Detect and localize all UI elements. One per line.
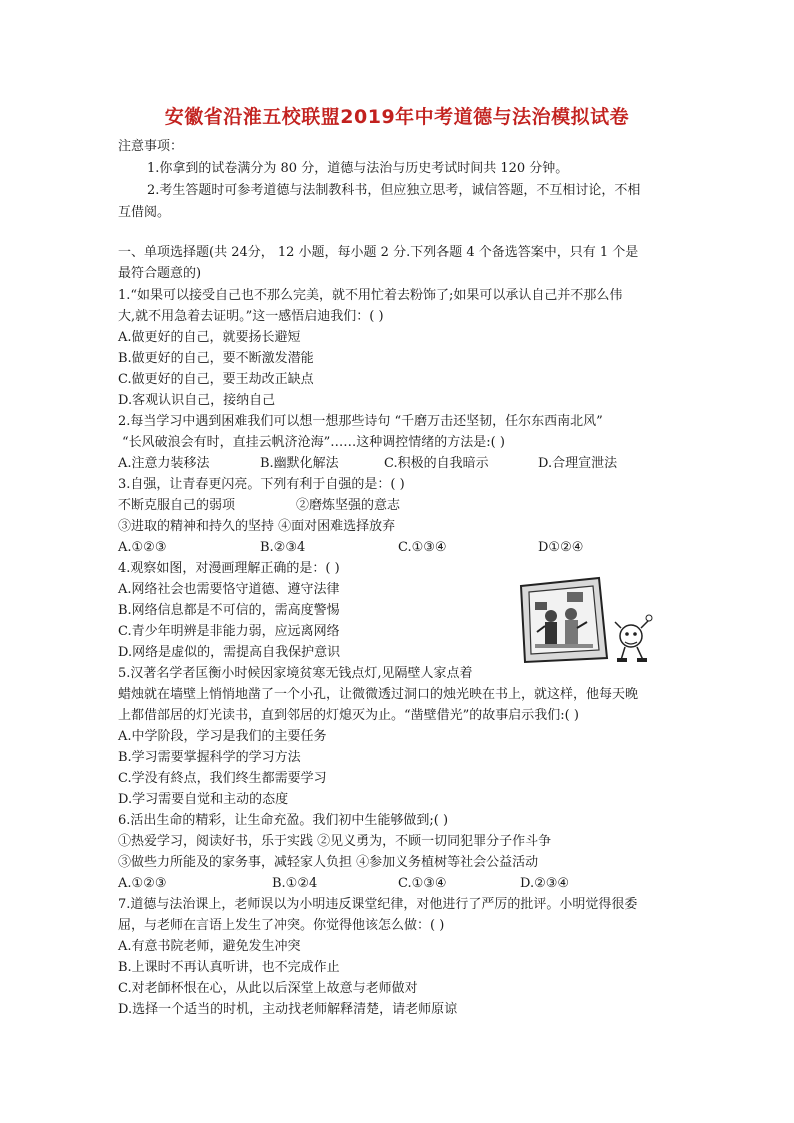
q4-stem: 4.观察如图，对漫画理解正确的是：( ) [118,561,340,576]
q3-items-3-4: ③进取的精神和持久的坚持 ④面对困难选择放弃 [118,519,396,534]
q5-option-b: B.学习需要掌握科学的学习方法 [118,750,301,765]
q3-option-d: D①②④ [538,540,584,555]
q5-option-c: C.学没有終点，我们终生都需要学习 [118,771,327,786]
q3-stem: 3.自强，让青春更闪亮。下列有利于自强的是：( ) [118,477,405,492]
q5-stem-cont-1: 蜡烛就在墙壁上悄悄地凿了一个小孔，让微微透过洞口的烛光映在书上，就这样，他每天晚 [118,687,639,702]
notice-item-2-cont: 互借阅。 [118,205,171,220]
q3-item-2: ②磨炼坚强的意志 [296,498,401,513]
computer-screen-drawing [521,578,607,662]
q3-option-a: A.①②③ [118,540,167,555]
q5-stem-cont-2: 上都借部居的灯光读书，直到邻居的灯熄灭为止。“凿壁借光”的故事启示我们:( ) [118,708,579,723]
q4-option-a: A.网络社会也需要恪守道德、遵守法律 [118,582,340,597]
q2-option-d: D.合理宣泄法 [538,456,618,471]
q6-option-d: D.②③④ [520,876,570,891]
q4-option-c: C.青少年明辨是非能力弱，应远离网络 [118,624,340,639]
q2-option-a: A.注意力装移法 [118,456,210,471]
section-heading-cont: 最符合题意的) [118,266,202,281]
q2-option-b: B.幽默化解法 [260,456,339,471]
notice-heading: 注意事项： [118,139,184,154]
q6-stem: 6.活出生命的精彩，让生命充盈。我们初中生能够做到;( ) [118,813,449,828]
q4-option-b: B.网络信息都是不可信的，需高度警惕 [118,603,340,618]
notice-item-2: 2.考生答题时可参考道德与法制教科书，但应独立思考，诚信答题，不互相讨论，不相 [147,183,641,198]
q6-option-b: B.①②4 [272,876,318,891]
exam-title: 安徽省沿淮五校联盟2019年中考道德与法治模拟试卷 [164,106,630,128]
q7-option-d: D.选择一个适当的时机，主动找老师解释清楚，请老师原谅 [118,1002,458,1017]
q1-option-b: B.做更好的自己，要不断激发潜能 [118,351,314,366]
q5-stem: 5.汉著名学者匡衡小时候因家境贫寒无钱点灯,见隔壁人家点着 [118,666,473,681]
q1-stem: 1.“如果可以接受自己也不那么完美，就不用忙着去粉饰了;如果可以承认自己并不那么伟 [118,288,623,303]
section-heading: 一、单项选择题(共 24分， 12 小题，每小题 2 分.下列各题 4 个备选答案中，只有 1 个是 [118,245,639,260]
q7-option-c: C.对老師杯恨在心，从此以后深堂上故意与老师做对 [118,981,418,996]
q4-option-d: D.网络是虚似的，需提高自我保护意识 [118,645,341,660]
q2-stem-cont: “长风破浪会有时，直挂云帆济沧海”……这种调控情绪的方法是:( ) [122,435,505,450]
q6-option-c: C.①③④ [398,876,447,891]
q3-option-c: C.①③④ [398,540,447,555]
q2-option-c: C.积极的自我暗示 [384,456,489,471]
q6-items-3-4: ③做些力所能及的家务事，减轻家人负担 ④参加义务植树等社会公益活动 [118,855,539,870]
q1-option-d: D.客观认识自己，接纳自己 [118,393,276,408]
q5-option-d: D.学习需要自觉和主动的态度 [118,792,289,807]
q3-option-b: B.②③4 [260,540,306,555]
q2-stem: 2.每当学习中遇到困难我们可以想一想那些诗句 “千磨万击还坚韧，任尔东西南北风” [118,414,603,429]
q6-option-a: A.①②③ [118,876,167,891]
q1-stem-cont: 大,就不用急着去证明。”这一感悟启迪我们：( ) [118,309,384,324]
q5-option-a: A.中学阶段，学习是我们的主要任务 [118,729,327,744]
q7-stem-cont: 屈，与老师在言语上发生了冲突。你觉得他该怎么做：( ) [118,918,445,933]
q1-option-c: C.做更好的自己，要王劫改正缺点 [118,372,314,387]
q6-items-1-2: ①热爱学习，阅读好书，乐于实践 ②见义勇为，不顾一切同犯罪分子作斗争 [118,834,552,849]
q7-option-b: B.上课时不再认真听讲，也不完成作止 [118,960,340,975]
q7-option-a: A.有意书院老师，避免发生冲突 [118,939,301,954]
q7-stem: 7.道德与法治课上，老师误以为小明违反课堂纪律，对他进行了严厉的批评。小明觉得很委 [118,897,638,912]
q1-option-a: A.做更好的自己，就要扬长避短 [118,330,301,345]
notice-item-1: 1.你拿到的试卷满分为 80 分，道德与法治与历史考试时间共 120 分钟。 [147,161,569,176]
q4-cartoon-image [515,572,663,668]
q3-item-1: 不断克服自己的弱项 [118,498,236,513]
